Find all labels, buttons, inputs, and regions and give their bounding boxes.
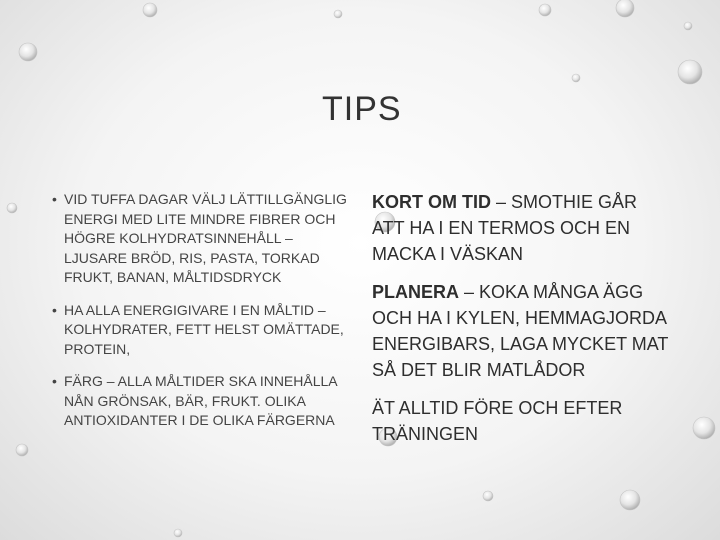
tip-text: – SMOTHIE GÅR ATT HA I EN TERMOS OCH EN MACKA I VÄSKAN [372, 192, 638, 264]
water-drop [143, 3, 157, 17]
tip-text: ÄT ALLTID FÖRE OCH EFTER TRÄNINGEN [372, 398, 623, 444]
water-drop [684, 22, 692, 30]
list-item [52, 301, 352, 360]
water-drop [483, 491, 493, 501]
tip-item [372, 189, 672, 267]
water-drop [174, 529, 182, 537]
water-drop [334, 10, 342, 18]
list-item-text: FÄRG – ALLA MÅLTIDER SKA INNEHÅLLA NÅN GRÖNSAK, BÄR, FRUKT. OLIKA ANTIOXIDANTER I DE OLIKA FÄRGERNA [64, 373, 337, 428]
water-drop [572, 74, 580, 82]
tip-text: – KOKA MÅNGA ÄGG OCH HA I KYLEN, HEMMAGJORDA ENERGIBARS, LAGA MYCKET MAT SÅ DET BLIR MATLÅDOR [372, 282, 669, 380]
water-drop [693, 417, 715, 439]
list-item [52, 372, 352, 431]
list-item [52, 190, 352, 288]
list-item-text: HA ALLA ENERGIGIVARE I EN MÅLTID – KOLHYDRATER, FETT HELST OMÄTTADE, PROTEIN, [64, 301, 344, 357]
tip-heading: KORT OM TID [372, 192, 491, 212]
water-drop [678, 60, 702, 84]
bullet-dot: • [52, 191, 57, 207]
right-tips-list [372, 189, 672, 459]
bullet-dot: • [52, 373, 57, 389]
bullet-dot: • [52, 301, 57, 318]
slide-title: TIPS [322, 90, 402, 128]
water-drop [539, 4, 551, 16]
water-drop [16, 444, 28, 456]
tip-item [372, 395, 672, 447]
tip-item [372, 279, 672, 383]
left-bullet-list [52, 190, 352, 444]
list-item-text: VID TUFFA DAGAR VÄLJ LÄTTILLGÄNGLIG ENERGI MED LITE MINDRE FIBRER OCH HÖGRE KOLHYDRATSINNEHÅLL – LJUSARE BRÖD, RIS, PASTA, TORKAD FRUKT, BANAN, MÅLTIDSDRYCK [64, 191, 347, 285]
water-drop [19, 43, 37, 61]
tip-heading: PLANERA [372, 282, 460, 302]
water-drop [7, 203, 17, 213]
water-drop [620, 490, 640, 510]
water-drop [616, 0, 634, 17]
